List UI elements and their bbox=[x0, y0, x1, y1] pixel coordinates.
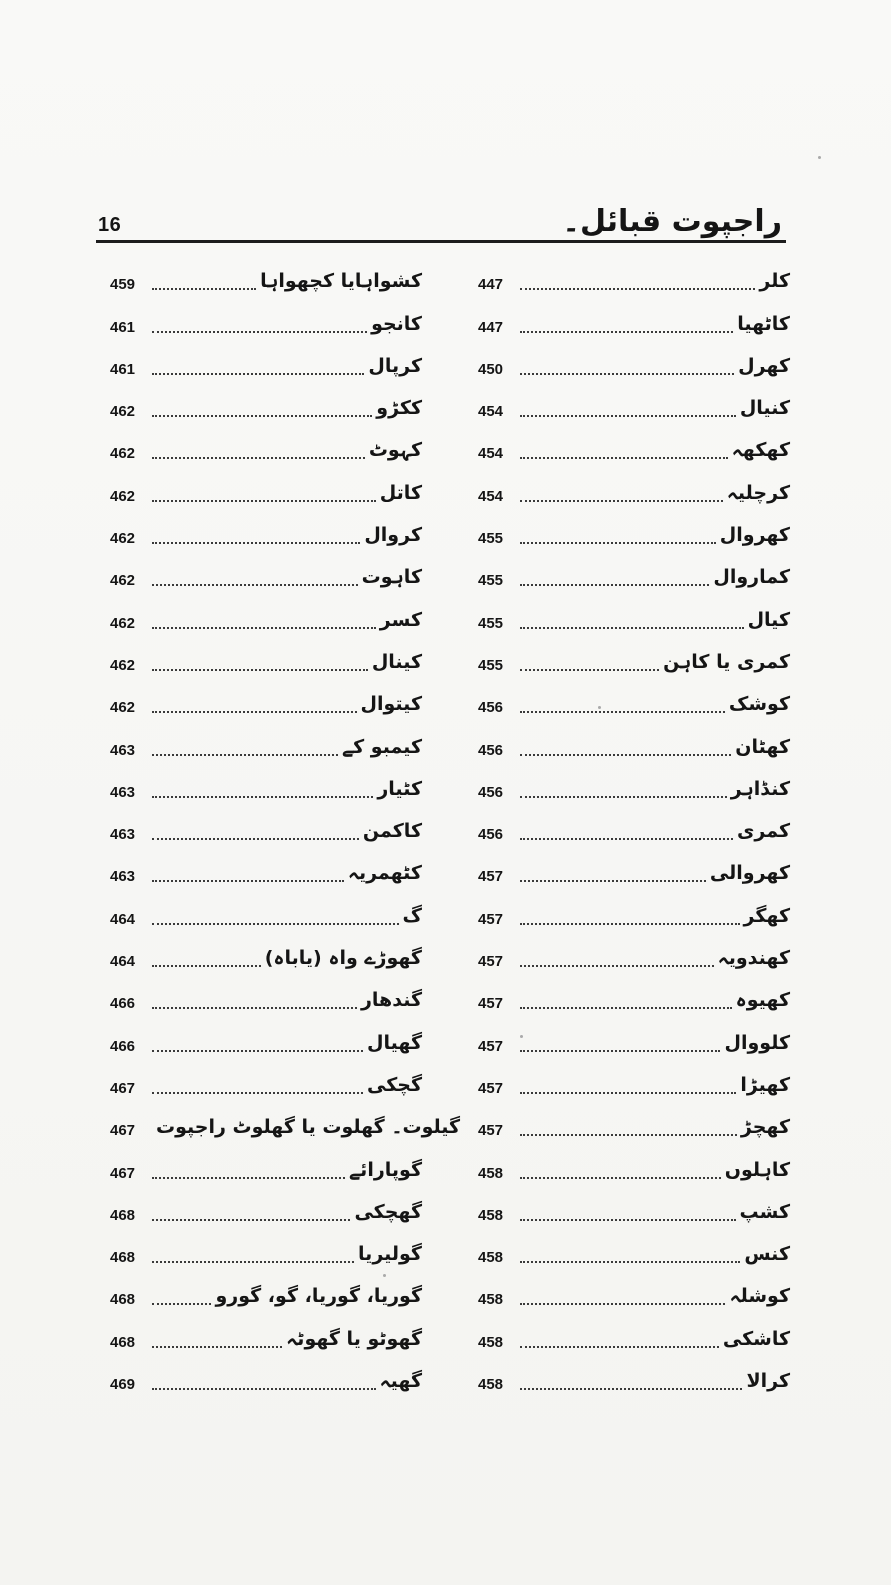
entry-page-number: 455 bbox=[478, 656, 504, 674]
index-entry bbox=[110, 469, 422, 511]
index-entry bbox=[478, 1315, 790, 1357]
entry-page-number: 455 bbox=[478, 572, 504, 590]
leader-dots bbox=[520, 372, 734, 375]
entry-name: کلووال bbox=[724, 1031, 790, 1054]
leader-dots bbox=[520, 1387, 742, 1390]
entry-name: ککڑو bbox=[376, 397, 422, 420]
index-entry bbox=[478, 977, 790, 1019]
leader-dots bbox=[152, 964, 261, 967]
entry-name: کرپال bbox=[368, 354, 422, 377]
entry-page-number: 455 bbox=[478, 530, 504, 548]
index-entry bbox=[110, 723, 422, 765]
entry-page-number: 462 bbox=[110, 572, 136, 590]
index-entry bbox=[478, 723, 790, 765]
entry-name: کمری bbox=[736, 820, 790, 843]
entry-page-number: 462 bbox=[110, 614, 136, 632]
entry-page-number: 458 bbox=[478, 1249, 504, 1267]
leader-dots bbox=[520, 541, 716, 544]
leader-dots bbox=[520, 1345, 719, 1348]
entry-name: کینال bbox=[371, 650, 422, 673]
leader-dots bbox=[152, 710, 357, 713]
entry-page-number: 468 bbox=[110, 1206, 136, 1224]
entry-name: کھچڑ bbox=[740, 1116, 790, 1139]
index-entry bbox=[110, 1104, 461, 1146]
leader-dots bbox=[520, 879, 706, 882]
entry-name: کھروال bbox=[719, 524, 790, 547]
leader-dots bbox=[152, 1006, 357, 1009]
entry-page-number: 457 bbox=[478, 995, 504, 1013]
index-entry bbox=[478, 808, 790, 850]
entry-name: کیتوال bbox=[360, 693, 422, 716]
entry-page-number: 456 bbox=[478, 783, 504, 801]
entry-page-number: 462 bbox=[110, 487, 136, 505]
page-number: 16 bbox=[98, 214, 122, 236]
entry-page-number: 457 bbox=[478, 1037, 504, 1055]
entry-name: کیال bbox=[747, 608, 790, 631]
entry-name: کنس bbox=[744, 1243, 790, 1266]
entry-page-number: 466 bbox=[110, 1037, 136, 1055]
entry-page-number: 468 bbox=[110, 1333, 136, 1351]
entry-name: کسر bbox=[379, 608, 422, 631]
entry-name: کشواہایا کچھواہا bbox=[260, 270, 422, 293]
entry-page-number: 462 bbox=[110, 403, 136, 421]
entry-name: کاہلوں bbox=[724, 1158, 790, 1181]
index-entry bbox=[110, 977, 422, 1019]
entry-name: کھرل bbox=[738, 354, 790, 377]
index-entry bbox=[478, 300, 790, 342]
entry-page-number: 464 bbox=[110, 953, 136, 971]
paper-speck bbox=[818, 156, 821, 159]
entry-page-number: 457 bbox=[478, 910, 504, 928]
entry-page-number: 447 bbox=[478, 318, 504, 336]
entry-name: گھوڑے واہ (یاباہ) bbox=[264, 947, 422, 970]
leader-dots bbox=[520, 1218, 736, 1221]
index-entry bbox=[478, 1104, 790, 1146]
index-entry bbox=[110, 1315, 422, 1357]
leader-dots bbox=[152, 456, 365, 459]
index-entry bbox=[110, 596, 422, 638]
index-entry bbox=[110, 935, 422, 977]
leader-dots bbox=[520, 753, 731, 756]
leader-dots bbox=[152, 879, 344, 882]
leader-dots bbox=[152, 1091, 363, 1094]
index-entry bbox=[478, 554, 790, 596]
leader-dots bbox=[520, 287, 755, 290]
leader-dots bbox=[520, 583, 709, 586]
entry-page-number: 458 bbox=[478, 1291, 504, 1309]
leader-dots bbox=[152, 372, 364, 375]
entry-name: کنڈاہر bbox=[730, 777, 790, 800]
leader-dots bbox=[152, 795, 373, 798]
entry-page-number: 454 bbox=[478, 403, 504, 421]
leader-dots bbox=[520, 795, 727, 798]
entry-name: کھندویہ bbox=[717, 947, 790, 970]
index-entry bbox=[478, 1273, 790, 1315]
index-entry bbox=[110, 892, 422, 934]
leader-dots bbox=[152, 1387, 376, 1390]
leader-dots bbox=[152, 753, 338, 756]
leader-dots bbox=[520, 1133, 737, 1136]
entry-name: کوشک bbox=[728, 693, 790, 716]
leader-dots bbox=[152, 1049, 363, 1052]
index-entry bbox=[110, 681, 422, 723]
entry-name: کاکمن bbox=[362, 820, 422, 843]
entry-page-number: 467 bbox=[110, 1079, 136, 1097]
leader-dots bbox=[152, 626, 376, 629]
entry-name: کوشلہ bbox=[729, 1285, 790, 1308]
entry-name: گندھار bbox=[360, 989, 422, 1012]
entry-name: کھٹان bbox=[735, 735, 790, 758]
entry-page-number: 466 bbox=[110, 995, 136, 1013]
entry-page-number: 469 bbox=[110, 1376, 136, 1394]
index-entry bbox=[478, 639, 790, 681]
entry-name: گھچکی bbox=[354, 1200, 422, 1223]
leader-dots bbox=[152, 414, 372, 417]
entry-name: گیلوت۔ گھلوت یا گھلوٹ راجپوت bbox=[156, 1116, 461, 1139]
leader-dots bbox=[152, 922, 399, 925]
index-entry bbox=[478, 512, 790, 554]
entry-name: کہوٹ bbox=[368, 439, 422, 462]
index-entry bbox=[110, 512, 422, 554]
entry-page-number: 464 bbox=[110, 910, 136, 928]
index-entry bbox=[110, 1019, 422, 1061]
index-entry bbox=[478, 1358, 790, 1400]
leader-dots bbox=[520, 1006, 732, 1009]
index-entry bbox=[110, 1146, 422, 1188]
entry-page-number: 463 bbox=[110, 783, 136, 801]
entry-page-number: 454 bbox=[478, 445, 504, 463]
index-entry bbox=[110, 1358, 422, 1400]
entry-page-number: 456 bbox=[478, 741, 504, 759]
entry-page-number: 456 bbox=[478, 826, 504, 844]
entry-name: کرالا bbox=[746, 1370, 790, 1393]
index-column-right bbox=[478, 258, 790, 1400]
index-entry bbox=[478, 385, 790, 427]
paper-speck bbox=[520, 1035, 523, 1038]
leader-dots bbox=[520, 1049, 720, 1052]
entry-name: گھیہ bbox=[379, 1370, 422, 1393]
index-entry bbox=[478, 258, 790, 300]
leader-dots bbox=[152, 1260, 354, 1263]
index-entry bbox=[110, 1273, 422, 1315]
index-entry bbox=[478, 766, 790, 808]
entry-name: کلر bbox=[759, 270, 790, 293]
paper-speck bbox=[383, 1274, 386, 1277]
leader-dots bbox=[152, 330, 367, 333]
entry-page-number: 463 bbox=[110, 826, 136, 844]
entry-name: کماروال bbox=[713, 566, 790, 589]
entry-name: کمری یا کاہن bbox=[663, 650, 790, 673]
leader-dots bbox=[152, 837, 359, 840]
entry-name: کاٹھیا bbox=[737, 312, 790, 335]
page-header bbox=[96, 204, 786, 252]
leader-dots bbox=[520, 922, 740, 925]
leader-dots bbox=[152, 668, 368, 671]
entry-page-number: 463 bbox=[110, 741, 136, 759]
leader-dots bbox=[520, 1091, 736, 1094]
entry-page-number: 462 bbox=[110, 530, 136, 548]
entry-page-number: 461 bbox=[110, 318, 136, 336]
entry-name: کھیڑا bbox=[740, 1073, 790, 1096]
leader-dots bbox=[520, 1176, 721, 1179]
index-entry bbox=[478, 1019, 790, 1061]
entry-name: کروال bbox=[364, 524, 422, 547]
entry-page-number: 458 bbox=[478, 1376, 504, 1394]
entry-name: کھگر bbox=[743, 904, 790, 927]
index-entry bbox=[110, 1062, 422, 1104]
index-entry bbox=[478, 892, 790, 934]
entry-name: کاشکی bbox=[722, 1327, 790, 1350]
entry-name: کرچلیہ bbox=[726, 481, 790, 504]
leader-dots bbox=[520, 1302, 725, 1305]
index-entry bbox=[110, 385, 422, 427]
index-entry bbox=[110, 808, 422, 850]
leader-dots bbox=[520, 837, 733, 840]
index-entry bbox=[110, 1231, 422, 1273]
leader-dots bbox=[152, 1176, 345, 1179]
entry-name: کنیال bbox=[739, 397, 790, 420]
leader-dots bbox=[520, 1260, 740, 1263]
entry-name: گولیریا bbox=[358, 1243, 422, 1266]
index-entry bbox=[478, 935, 790, 977]
entry-name: گھوٹو یا گھوٹہ bbox=[286, 1327, 422, 1350]
index-entry bbox=[110, 427, 422, 469]
leader-dots bbox=[520, 456, 728, 459]
entry-name: کاتل bbox=[379, 481, 422, 504]
entry-page-number: 456 bbox=[478, 699, 504, 717]
leader-dots bbox=[152, 1302, 211, 1305]
index-entry bbox=[110, 258, 422, 300]
index-entry bbox=[478, 1231, 790, 1273]
entry-page-number: 467 bbox=[110, 1122, 136, 1140]
header-rule bbox=[96, 240, 786, 243]
index-entry bbox=[478, 850, 790, 892]
leader-dots bbox=[152, 583, 358, 586]
entry-page-number: 447 bbox=[478, 276, 504, 294]
leader-dots bbox=[152, 1218, 350, 1221]
index-entry bbox=[478, 681, 790, 723]
entry-page-number: 455 bbox=[478, 614, 504, 632]
entry-page-number: 468 bbox=[110, 1291, 136, 1309]
index-entry bbox=[478, 596, 790, 638]
leader-dots bbox=[152, 499, 376, 502]
entry-page-number: 462 bbox=[110, 699, 136, 717]
entry-name: کانجو bbox=[371, 312, 422, 335]
entry-page-number: 461 bbox=[110, 360, 136, 378]
entry-page-number: 457 bbox=[478, 868, 504, 886]
index-entry bbox=[478, 1146, 790, 1188]
entry-page-number: 457 bbox=[478, 1122, 504, 1140]
entry-name: کاہوت bbox=[361, 566, 422, 589]
entry-name: کٹیار bbox=[377, 777, 422, 800]
entry-page-number: 462 bbox=[110, 656, 136, 674]
paper-speck bbox=[598, 706, 601, 709]
entry-name: گوریا، گوریا، گو، گورو bbox=[215, 1285, 422, 1308]
index-entry bbox=[110, 766, 422, 808]
index-entry bbox=[110, 343, 422, 385]
index-entry bbox=[478, 343, 790, 385]
index-entry bbox=[110, 850, 422, 892]
entry-name: کھیوہ bbox=[735, 989, 790, 1012]
entry-name: کٹھمریہ bbox=[347, 862, 422, 885]
leader-dots bbox=[152, 1345, 282, 1348]
index-entry bbox=[478, 1189, 790, 1231]
entry-page-number: 462 bbox=[110, 445, 136, 463]
leader-dots bbox=[152, 541, 360, 544]
index-entry bbox=[478, 1062, 790, 1104]
index-entry bbox=[110, 1189, 422, 1231]
entry-page-number: 467 bbox=[110, 1164, 136, 1182]
entry-name: گ bbox=[402, 904, 422, 927]
entry-page-number: 454 bbox=[478, 487, 504, 505]
entry-page-number: 458 bbox=[478, 1333, 504, 1351]
index-entry bbox=[478, 469, 790, 511]
entry-name: گوپارائے bbox=[349, 1158, 422, 1181]
leader-dots bbox=[520, 499, 723, 502]
index-entry bbox=[110, 300, 422, 342]
entry-name: گھیال bbox=[367, 1031, 422, 1054]
entry-page-number: 458 bbox=[478, 1206, 504, 1224]
entry-page-number: 463 bbox=[110, 868, 136, 886]
leader-dots bbox=[520, 668, 659, 671]
entry-page-number: 458 bbox=[478, 1164, 504, 1182]
entry-page-number: 457 bbox=[478, 953, 504, 971]
index-entry bbox=[110, 554, 422, 596]
index-entry bbox=[110, 639, 422, 681]
entry-name: گچکی bbox=[366, 1073, 422, 1096]
entry-page-number: 457 bbox=[478, 1079, 504, 1097]
leader-dots bbox=[520, 710, 725, 713]
entry-page-number: 450 bbox=[478, 360, 504, 378]
entry-page-number: 468 bbox=[110, 1249, 136, 1267]
book-title: راجپوت قبائل۔ bbox=[562, 204, 782, 239]
entry-name: کھروالی bbox=[709, 862, 790, 885]
index-column-left bbox=[110, 258, 461, 1400]
index-entry bbox=[478, 427, 790, 469]
leader-dots bbox=[152, 287, 256, 290]
entry-name: کشپ bbox=[739, 1200, 790, 1223]
leader-dots bbox=[520, 330, 733, 333]
leader-dots bbox=[520, 626, 744, 629]
leader-dots bbox=[520, 964, 714, 967]
entry-page-number: 459 bbox=[110, 276, 136, 294]
entry-name: کھکھہ bbox=[731, 439, 790, 462]
entry-name: کیمبو کے bbox=[341, 735, 422, 758]
leader-dots bbox=[520, 414, 736, 417]
